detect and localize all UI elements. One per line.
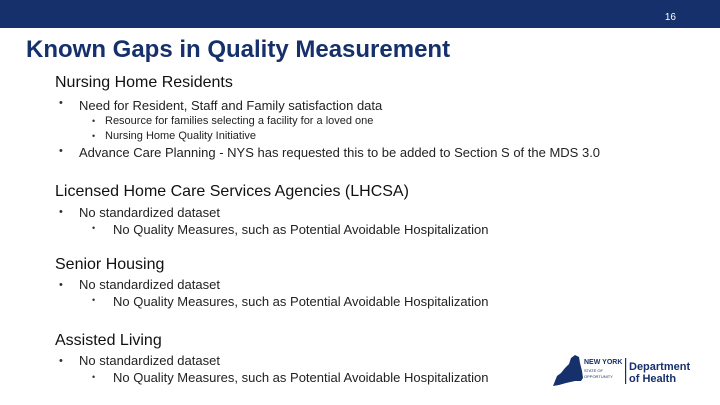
- bullet: •: [59, 355, 63, 367]
- bullet-item: Advance Care Planning - NYS has requested this to be added to Section S of the MDS 3.0: [79, 145, 601, 160]
- bullet-item: No standardized dataset: [79, 277, 220, 292]
- bullet: •: [59, 145, 63, 157]
- sub-bullet-item: Resource for families selecting a facility for a loved one: [105, 115, 374, 127]
- sub-bullet: •: [92, 116, 96, 126]
- bullet-item: No standardized dataset: [79, 353, 220, 368]
- svg-text:STATE OF: STATE OF: [584, 368, 603, 373]
- bullet: •: [59, 97, 63, 109]
- sub-bullet: •: [92, 372, 96, 382]
- svg-text:Department: Department: [629, 361, 691, 373]
- section-heading: Nursing Home Residents: [55, 74, 233, 91]
- bullet-item: Need for Resident, Staff and Family satisfaction data: [79, 98, 383, 113]
- section-heading: Assisted Living: [55, 332, 162, 349]
- bullet: •: [59, 279, 63, 291]
- header-bar: [0, 0, 720, 28]
- page-number: 16: [664, 12, 676, 23]
- sub-bullet-item: No Quality Measures, such as Potential Avoidable Hospitalization: [113, 370, 489, 385]
- bullet-item: No standardized dataset: [79, 205, 220, 220]
- sub-bullet: •: [92, 131, 96, 141]
- slide-title: Known Gaps in Quality Measurement: [26, 36, 451, 63]
- sub-bullet: •: [92, 223, 96, 233]
- section-heading: Senior Housing: [55, 256, 165, 273]
- section-heading: Licensed Home Care Services Agencies (LHCSA): [55, 183, 409, 200]
- bullet: •: [59, 206, 63, 218]
- sub-bullet: •: [92, 295, 96, 305]
- sub-bullet-item: No Quality Measures, such as Potential Avoidable Hospitalization: [113, 294, 489, 309]
- svg-text:of Health: of Health: [629, 373, 677, 385]
- new-york-state-shape-icon: [553, 355, 583, 386]
- sub-bullet-item: Nursing Home Quality Initiative: [105, 130, 257, 142]
- svg-text:OPPORTUNITY: OPPORTUNITY: [584, 374, 613, 379]
- svg-text:NEW YORK: NEW YORK: [584, 359, 623, 366]
- nys-department-of-health-logo: [551, 352, 695, 390]
- sub-bullet-item: No Quality Measures, such as Potential Avoidable Hospitalization: [113, 222, 489, 237]
